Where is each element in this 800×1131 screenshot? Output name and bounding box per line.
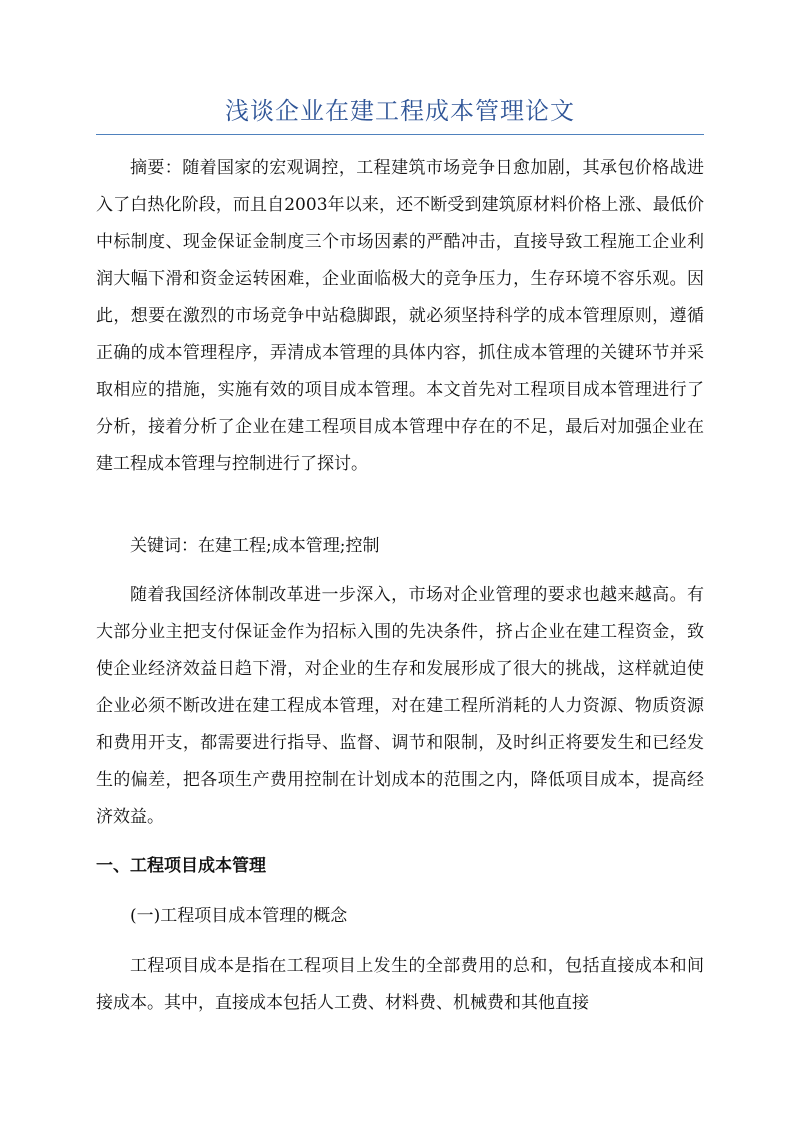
title-underline: [96, 134, 704, 135]
body-paragraph-1: 随着我国经济体制改革进一步深入，市场对企业管理的要求也越来越高。有大部分业主把支付保证金作为招标入围的先决条件，挤占企业在建工程资金，致使企业经济效益日趋下滑，对企业的生存和发展形成了很大的挑战，这样就迫使企业必须不断改进在建工程成本管理，对在建工程所消耗的人力资源、物质资源和费用开支，都需要进行指导、监督、调节和限制，及时纠正将要发生和已经发生的偏差，把各项生产费用控制在计划成本的范围之内，降低项目成本，提高经济效益。: [96, 585, 704, 827]
keywords-line: 关键词：在建工程;成本管理;控制: [130, 536, 380, 556]
section-heading-1: 一、工程项目成本管理: [96, 856, 266, 876]
document-title: 浅谈企业在建工程成本管理论文: [225, 97, 575, 125]
subsection-heading-1: (一)工程项目成本管理的概念: [130, 906, 348, 926]
body-paragraph-2: 工程项目成本是指在工程项目上发生的全部费用的总和，包括直接成本和间接成本。其中，直接成本包括人工费、材料费、机械费和其他直接: [96, 956, 704, 1013]
abstract-paragraph: 摘要：随着国家的宏观调控，工程建筑市场竞争日愈加剧，其承包价格战进入了白热化阶段，而且自2003年以来，还不断受到建筑原材料价格上涨、最低价中标制度、现金保证金制度三个市场因素的严酷冲击，直接导致工程施工企业利润大幅下滑和资金运转困难，企业面临极大的竞争压力，生存环境不容乐观。因此，想要在激烈的市场竞争中站稳脚跟，就必须坚持科学的成本管理原则，遵循正确的成本管理程序，弄清成本管理的具体内容，抓住成本管理的关键环节并采取相应的措施，实施有效的项目成本管理。本文首先对工程项目成本管理进行了分析，接着分析了企业在建工程项目成本管理中存在的不足，最后对加强企业在建工程成本管理与控制进行了探讨。: [96, 158, 704, 474]
